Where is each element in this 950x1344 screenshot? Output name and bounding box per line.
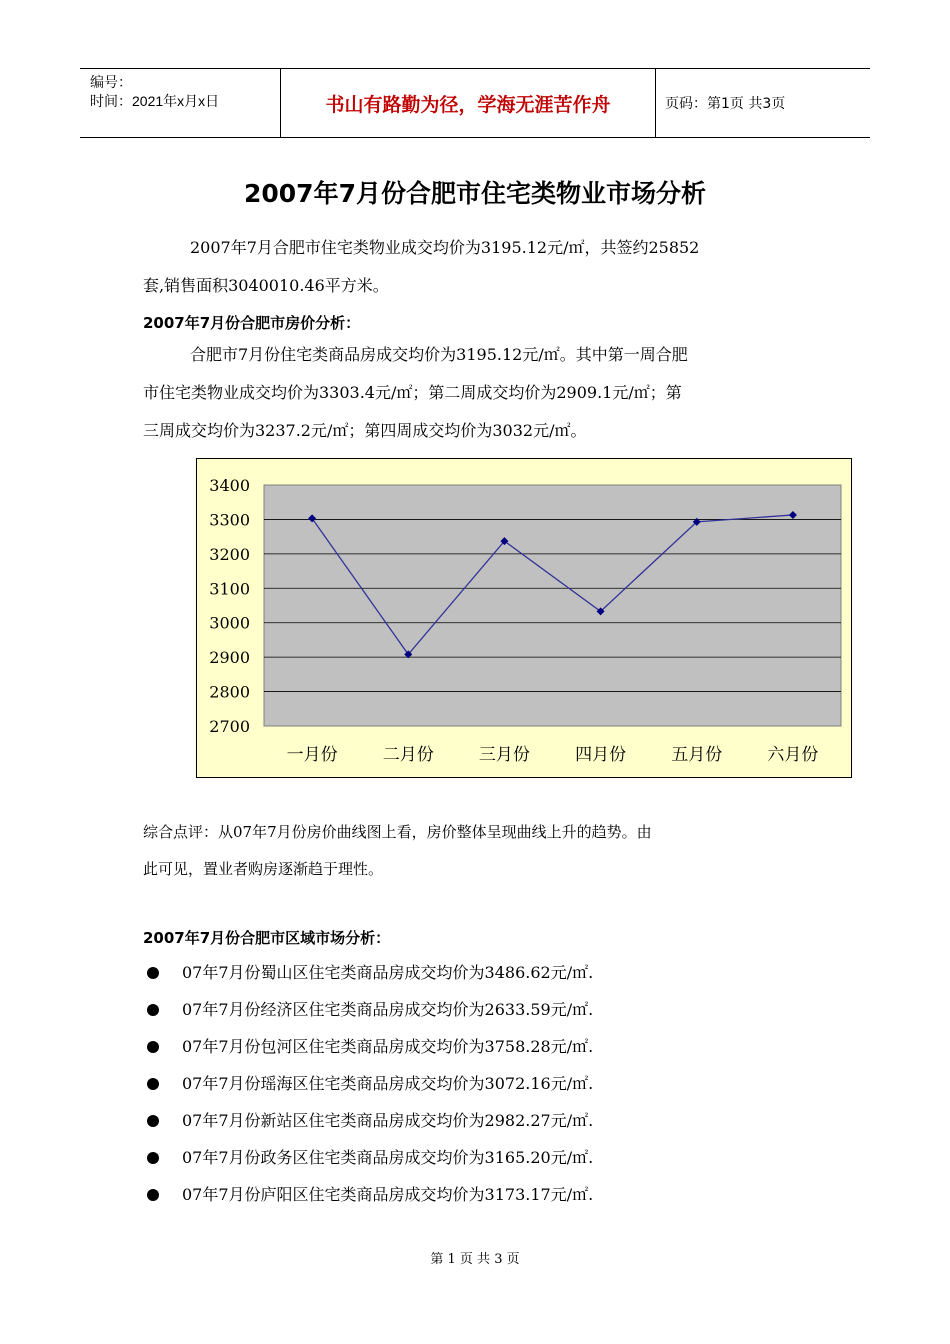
price-chart-frame — [196, 458, 852, 778]
bullet-icon — [147, 1041, 159, 1053]
x-tick-label: 三月份 — [478, 745, 530, 765]
page-header — [80, 68, 870, 138]
list-item: 07年7月份瑶海区住宅类商品房成交均价为3072.16元/㎡. — [143, 1065, 593, 1102]
y-tick-label: 2800 — [209, 682, 250, 702]
y-tick-label: 3400 — [209, 476, 250, 495]
price-line-chart — [197, 459, 851, 777]
bullet-icon — [147, 1115, 159, 1127]
y-tick-label: 3100 — [209, 579, 250, 599]
page-footer: 第 1 页 共 3 页 — [430, 1252, 520, 1267]
plot-area — [264, 485, 841, 726]
bullet-icon — [147, 1004, 159, 1016]
list-item: 07年7月份庐阳区住宅类商品房成交均价为3173.17元/㎡. — [143, 1176, 593, 1213]
header-info-cell — [80, 69, 280, 137]
section-heading-district: 2007年7月份合肥市区域市场分析： — [143, 929, 391, 947]
list-item: 07年7月份包河区住宅类商品房成交均价为3758.28元/㎡. — [143, 1028, 593, 1065]
intro-line-2: 套,销售面积3040010.46平方米。 — [143, 276, 389, 295]
bullet-icon — [147, 1152, 159, 1164]
comment-paragraph — [143, 814, 823, 888]
price-line-2: 市住宅类物业成交均价为3303.4元/㎡；第二周成交均价为2909.1元/㎡；第 — [143, 383, 682, 402]
intro-line-1: 2007年7月合肥市住宅类物业成交均价为3195.12元/㎡，共签约25852 — [190, 238, 700, 257]
comment-line-2: 此可见，置业者购房逐渐趋于理性。 — [143, 860, 384, 878]
list-item: 07年7月份新站区住宅类商品房成交均价为2982.27元/㎡. — [143, 1102, 593, 1139]
price-line-3: 三周成交均价为3237.2元/㎡；第四周成交均价为3032元/㎡。 — [143, 421, 587, 440]
time-label: 时间：2021年x月x日 — [90, 93, 220, 109]
bullet-icon — [147, 1078, 159, 1090]
section-heading-price: 2007年7月份合肥市房价分析： — [143, 314, 361, 332]
price-paragraph — [143, 336, 803, 450]
x-tick-label: 二月份 — [382, 745, 434, 765]
district-list — [143, 954, 593, 1213]
x-tick-label: 五月份 — [671, 745, 723, 765]
y-tick-label: 2900 — [209, 648, 250, 668]
y-tick-label: 3200 — [209, 544, 250, 564]
price-line-1: 合肥市7月份住宅类商品房成交均价为3195.12元/㎡。其中第一周合肥 — [190, 345, 688, 364]
page-title: 2007年7月份合肥市住宅类物业市场分析 — [244, 179, 706, 208]
bullet-icon — [147, 967, 159, 979]
header-page-info: 页码：第1页 共3页 — [665, 96, 786, 112]
x-tick-label: 六月份 — [767, 745, 819, 765]
list-item: 07年7月份经济区住宅类商品房成交均价为2633.59元/㎡. — [143, 991, 593, 1028]
intro-paragraph — [143, 229, 803, 305]
x-tick-label: 一月份 — [286, 745, 338, 765]
number-label: 编号： — [90, 74, 132, 90]
list-item: 07年7月份蜀山区住宅类商品房成交均价为3486.62元/㎡. — [143, 954, 593, 991]
comment-line-1: 综合点评：从07年7月份房价曲线图上看，房价整体呈现曲线上升的趋势。由 — [143, 823, 652, 841]
bullet-icon — [147, 1189, 159, 1201]
list-item: 07年7月份政务区住宅类商品房成交均价为3165.20元/㎡. — [143, 1139, 593, 1176]
x-tick-label: 四月份 — [575, 745, 627, 765]
y-tick-label: 2700 — [209, 717, 250, 736]
y-tick-label: 3000 — [209, 613, 250, 633]
header-motto: 书山有路勤为径，学海无涯苦作舟 — [280, 69, 656, 137]
y-tick-label: 3300 — [209, 510, 250, 530]
